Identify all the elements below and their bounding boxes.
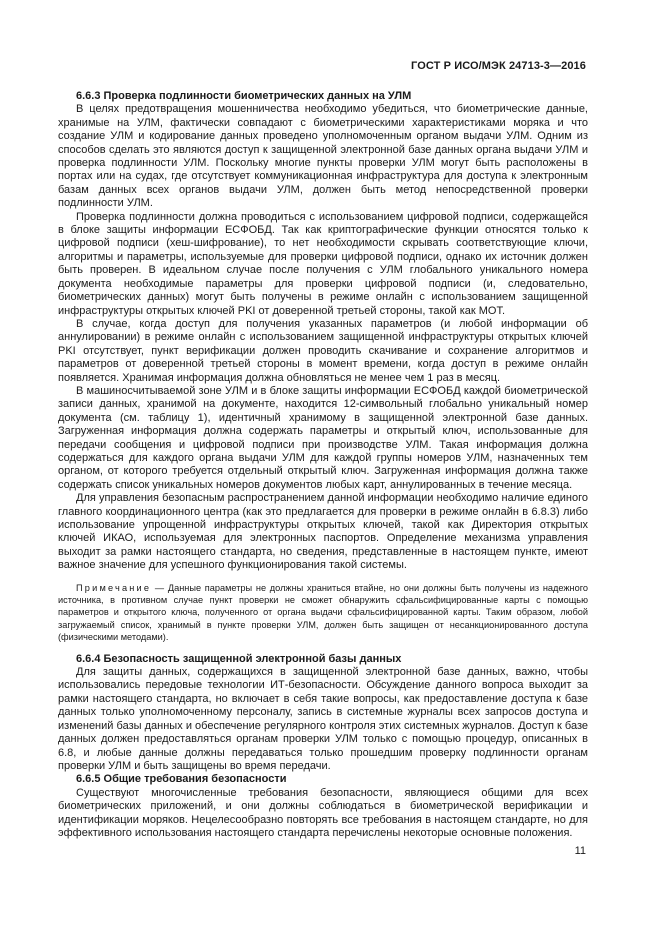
paragraph: Для защиты данных, содержащихся в защищенной электронной базе данных, важно, чтобы использовались передовые технологии ИТ-безопасности. Обсуждение данного вопроса выходит за рамки настоящего стандарта, но включает в себя такие вопросы, как предоставление доступа к базе данных только уполномоченному персоналу, запись в системные журналы всех запросов доступа и изменений базы данных и обеспечение регулярного контроля этих системных журналов. Доступ к базе данных должен предоставляться органам проверки УЛМ только с помощью процедур, описанных в 6.8, и любые данные должны передаваться только прошедшим проверку подлинности органам проверки УЛМ и быть защищены во время передачи. [58,666,588,772]
paragraph: Для управления безопасным распространением данной информации необходимо наличие единого главного координационного центра (как это предлагается для проверки в режиме онлайн в 6.8.3) либо использование упрощенной инфраструктуры открытых ключей, такой как Директория открытых ключей ИКАО, используемая для электронных паспортов. Определение механизма управления выходит за рамки настоящего стандарта, но сведения, представленные в настоящем пункте, имеют важное значение для успешного функционирования такой системы. [58,492,588,572]
paragraph: Существуют многочисленные требования безопасности, являющиеся общими для всех биометрических приложений, и они должны соблюдаться в биометрической верификации и идентификации моряков. Нецелесообразно повторять все требования в настоящем стандарте, но для эффективного использования настоящего стандарта перечислены некоторые основные положения. [58,786,588,839]
page-content [58,90,588,840]
section-heading-6-6-5: 6.6.5 Общие требования безопасности [76,773,287,786]
note [58,582,588,644]
paragraph: Проверка подлинности должна проводиться с использованием цифровой подписи, содержащейся в блоке защиты информации ЕСФОБД. Так как криптографические функции относятся только к цифровой подписи (хеш-шифрование), то нет необходимости скрывать соответствующие ключи, алгоритмы и параметры, используемые для проверки цифровой подписи, однако их источник должен быть проверен. В идеальном случае после получения с УЛМ глобального уникального номера документа необходимые параметры для проверки цифровой подписи (и, следовательно, биометрических данных) могут быть получены в режиме онлайн с использованием защищенной инфраструктуры открытых ключей PKI от доверенной третьей стороны, такой как МОТ. [58,210,588,317]
note-text: — Данные параметры не должны храниться втайне, но они должны быть получены из надежного источника, в противном случае пункт проверки не сможет обнаружить сфальсифицированные карты с помощью параметров и открытого ключа, полученного от органа выдачи сфальсифицированной карты. Таким образом, любой загружаемый список, хранимый в пункте проверки УЛМ, должен быть защищен от несанкционированного доступа (физическими методами). [58,582,588,643]
page-number: 11 [574,845,586,857]
section-heading-6-6-3: 6.6.3 Проверка подлинности биометрических данных на УЛМ [76,90,412,102]
paragraph: В целях предотвращения мошенничества необходимо убедиться, что биометрические данные, хранимые на УЛМ, фактически совпадают с биометрическими характеристиками моряка и что создание УЛМ и кодирование данных проведено уполномоченным органом выдачи УЛМ. Одним из способов сделать это являются доступ к защищенной электронной базе данных органа выдачи УЛМ и проверка подлинности УЛМ. Поскольку многие пункты проверки УЛМ могут быть расположены в портах или на судах, где отсутствует коммуникационная инфраструктура для доступа к электронным базам данных всех органов выдачи УЛМ, должен быть метод непосредственной проверки подлинности УЛМ. [58,103,588,210]
section-heading-6-6-4: 6.6.4 Безопасность защищенной электронной базы данных [76,652,402,665]
paragraph: В машиносчитываемой зоне УЛМ и в блоке защиты информации ЕСФОБД каждой биометрической записи данных, хранимой на документе, находится 12-символьный глобально уникальный номер документа (см. таблицу 1), идентичный хранимому в защищенной электронной базе данных. Загруженная информация должна содержать параметры и открытый ключ, использованные для передачи сообщения и цифровой подписи при производстве УЛМ. Такая информация должна содержаться для каждого органа выдачи УЛМ для каждой группы номеров УЛМ, назначенных тем органом, от которого требуется отдельный открытый ключ. Загруженная информация должна также содержать список уникальных номеров документов любых карт, аннулированных в течение месяца. [58,384,588,491]
paragraph: В случае, когда доступ для получения указанных параметров (и любой информации об аннулировании) в режиме онлайн с использованием защищенной инфраструктуры открытых ключей PKI отсутствует, пункт верификации должен проводить скачивание и сохранение алгоритмов и параметров от доверенной третьей стороны в момент времени, когда доступ в режиме онлайн появляется. Хранимая информация должна обновляться не менее чем 1 раз в месяц. [58,317,588,384]
note-label: Примечание [76,582,152,593]
standard-header: ГОСТ Р ИСО/МЭК 24713-3—2016 [411,60,586,72]
